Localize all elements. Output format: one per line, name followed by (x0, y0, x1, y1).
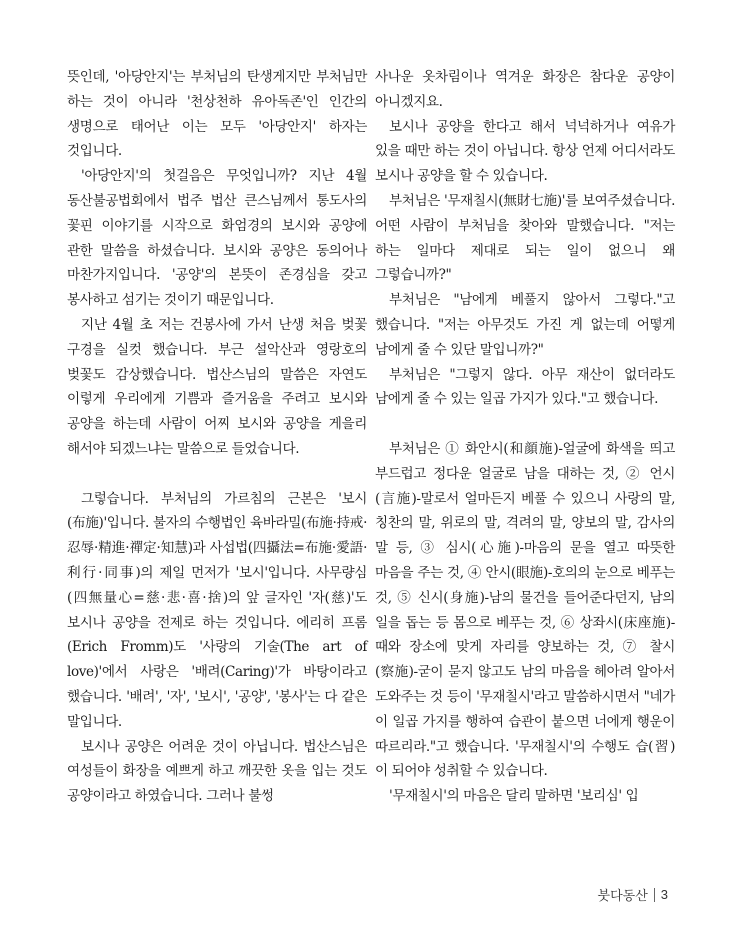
paragraph-gap (375, 412, 675, 437)
paragraph: 보시나 공양을 한다고 해서 넉넉하거나 여유가 있을 때만 하는 것이 아닙니다. 항상 언제 어디서라도 보시나 공양을 할 수 있습니다. (375, 118, 675, 185)
paragraph: 뜻인데, '아당안지'는 부처님의 탄생게지만 부처님만 하는 것이 아니라 '천상천하 유아독존'인 인간의 생명으로 태어난 이는 모두 '아당안지' 하자는 것입니다. (67, 69, 367, 160)
magazine-name: 붓다동산 (597, 888, 648, 903)
paragraph: 부처님은 "남에게 베풀지 않아서 그렇다."고 했습니다. "저는 아무것도 가진 게 없는데 어떻게 남에게 줄 수 있단 말입니까?" (375, 292, 675, 358)
left-column (67, 65, 367, 809)
paragraph-gap (67, 462, 367, 487)
right-column (375, 65, 675, 809)
page-footer (598, 885, 668, 904)
page-number: 3 (660, 887, 668, 902)
paragraph: '아당안지'의 첫걸음은 무엇입니까? 지난 4월 동산불공법회에서 법주 법산 큰스님께서 통도사의 꽃핀 이야기를 시작으로 화엄경의 보시와 공양에 관한 말씀을 하셨습니다. 보시와 공양은 동의어나 마찬가지입니다. '공양'의 본뜻이 존경심을 갖고 봉사하고 섬기는 것이기 때문입니다. (67, 168, 367, 309)
paragraph: '무재칠시'의 마음은 달리 말하면 '보리심' 입 (389, 788, 639, 805)
paragraph: 부처님은 ① 화안시(和顔施)-얼굴에 화색을 띄고 부드럽고 정다운 얼굴로 남을 대하는 것, ② 언시(言施)-말로서 얼마든지 베풀 수 있으니 사랑의 말, 칭찬의 말, 위로의 말, 격려의 말, 양보의 말, 감사의 말 등, ③ 심시(心施)-마음의 문을 열고 따뜻한 마음을 주는 것, ④ 안시(眼施)-호의의 눈으로 베푸는 것, ⑤ 신시(身施)-남의 물건을 들어준다던지, 남의 일을 돕는 등 몸으로 베푸는 것, ⑥ 상좌시(床座施)-때와 장소에 맞게 자리를 양보하는 것, ⑦ 찰시(察施)-굳이 묻지 않고도 남의 마음을 헤아려 알아서 도와주는 것 등이 '무재칠시'라고 말씀하시면서 "네가 이 일곱 가지를 행하여 습관이 붙으면 너에게 행운이 따르리라."고 했습니다. '무재칠시'의 수행도 습(習)이 되어야 성취할 수 있습니다. (375, 440, 675, 780)
paragraph: 부처님은 '무재칠시(無財七施)'를 보여주셨습니다. 어떤 사람이 부처님을 찾아와 말했습니다. "저는 하는 일마다 제대로 되는 일이 없으니 왜 그렇습니까?" (375, 192, 675, 284)
paragraph: 그렇습니다. 부처님의 가르침의 근본은 '보시(布施)'입니다. 불자의 수행법인 육바라밀(布施·持戒·忍辱·精進·禪定·知慧)과 사섭법(四攝法=布施·愛語·利行·同事)의 제일 먼저가 '보시'입니다. 사무량심(四無量心=慈·悲·喜·捨)의 앞 글자인 '자(慈)'도 보시나 공양을 전제로 하는 것입니다. 에리히 프롬(Erich Fromm)도 '사랑의 기술(The art of love)'에서 사랑은 '배려(Caring)'가 바탕이라고 했습니다. '배려', '자', '보시', '공양', '봉사'는 다 같은 말입니다. (67, 490, 367, 730)
paragraph: 보시나 공양은 어려운 것이 아닙니다. 법산스님은 여성들이 화장을 예쁘게 하고 깨끗한 옷을 입는 것도 공양이라고 하였습니다. 그러나 불썽 (67, 738, 367, 805)
footer-divider (654, 888, 655, 902)
paragraph: 부처님은 "그렇지 않다. 아무 재산이 없더라도 남에게 줄 수 있는 일곱 가지가 있다."고 했습니다. (375, 366, 675, 408)
paragraph: 지난 4월 초 저는 건봉사에 가서 난생 처음 벚꽃 구경을 실컷 했습니다. 부근 설악산과 영랑호의 벚꽃도 감상했습니다. 법산스님의 말씀은 자연도 이렇게 우리에게 기쁨과 즐거움을 주려고 보시와 공양을 하는데 사람이 어찌 보시와 공양을 게을리 해서야 되겠느냐는 말씀으로 들었습니다. (67, 316, 367, 457)
paragraph: 사나운 옷차림이나 역겨운 화장은 참다운 공양이 아니겠지요. (375, 69, 675, 110)
